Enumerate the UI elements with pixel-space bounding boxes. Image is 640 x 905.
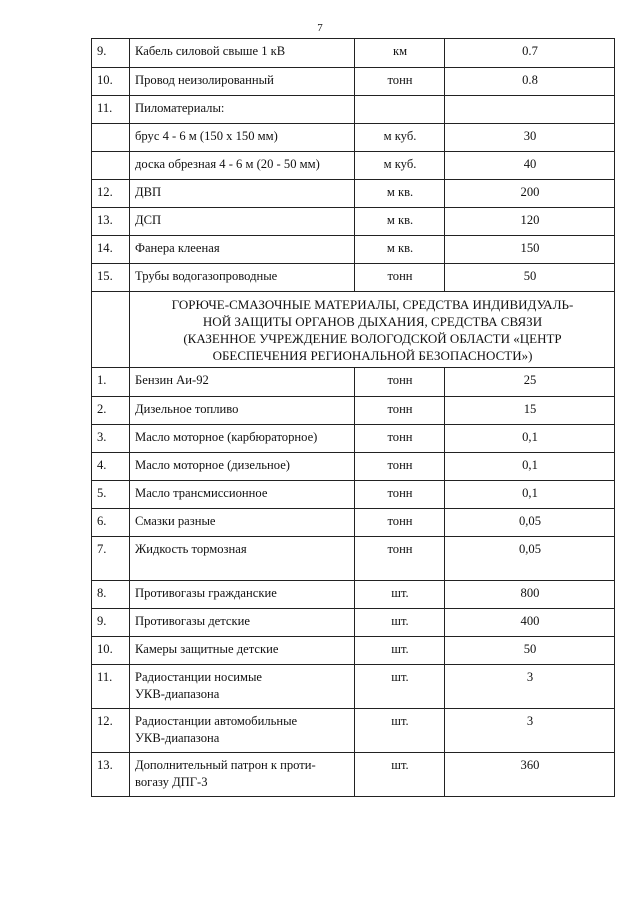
item-unit: м кв. <box>355 180 445 208</box>
item-quantity: 50 <box>445 264 615 292</box>
row-number: 11. <box>92 665 130 709</box>
row-number: 1. <box>92 368 130 397</box>
item-unit: шт. <box>355 753 445 797</box>
item-name: Смазки разные <box>130 509 355 537</box>
item-name: доска обрезная 4 - 6 м (20 - 50 мм) <box>130 152 355 180</box>
item-name: Трубы водогазопроводные <box>130 264 355 292</box>
row-number: 12. <box>92 709 130 753</box>
row-number: 15. <box>92 264 130 292</box>
item-quantity: 0.7 <box>445 39 615 68</box>
item-name: Пиломатериалы: <box>130 96 355 124</box>
table-row <box>92 665 615 709</box>
row-number: 14. <box>92 236 130 264</box>
item-unit: м куб. <box>355 124 445 152</box>
item-quantity: 0,05 <box>445 509 615 537</box>
item-name-line: УКВ-диапазона <box>135 687 220 701</box>
item-quantity: 150 <box>445 236 615 264</box>
item-name-line: УКВ-диапазона <box>135 731 220 745</box>
table-row <box>92 509 615 537</box>
item-name <box>130 665 355 709</box>
table-row <box>92 537 615 581</box>
row-number: 8. <box>92 581 130 609</box>
page-number: 7 <box>317 22 323 34</box>
item-quantity: 0,1 <box>445 481 615 509</box>
item-name <box>130 709 355 753</box>
table-row <box>92 753 615 797</box>
item-name-line: Радиостанции носимые <box>135 670 262 684</box>
item-name: Фанера клееная <box>130 236 355 264</box>
item-quantity: 0,05 <box>445 537 615 581</box>
table-row <box>92 637 615 665</box>
item-unit: шт. <box>355 609 445 637</box>
row-number: 9. <box>92 39 130 68</box>
row-number <box>92 124 130 152</box>
row-number: 12. <box>92 180 130 208</box>
item-name <box>130 753 355 797</box>
item-unit: шт. <box>355 665 445 709</box>
table-row <box>92 236 615 264</box>
item-quantity: 3 <box>445 665 615 709</box>
section-header-row <box>92 292 615 368</box>
item-unit: шт. <box>355 581 445 609</box>
row-number: 7. <box>92 537 130 581</box>
item-unit: м куб. <box>355 152 445 180</box>
item-name: Камеры защитные детские <box>130 637 355 665</box>
table-row <box>92 397 615 425</box>
item-quantity: 360 <box>445 753 615 797</box>
row-number: 13. <box>92 753 130 797</box>
section-heading-line: ГОРЮЧЕ-СМАЗОЧНЫЕ МАТЕРИАЛЫ, СРЕДСТВА ИНДИВИДУАЛЬ- <box>171 297 574 312</box>
item-unit: тонн <box>355 68 445 96</box>
item-name: Масло моторное (карбюраторное) <box>130 425 355 453</box>
table-row <box>92 39 615 68</box>
row-number: 3. <box>92 425 130 453</box>
table-row <box>92 96 615 124</box>
item-quantity: 50 <box>445 637 615 665</box>
item-name: Противогазы гражданские <box>130 581 355 609</box>
table-row <box>92 68 615 96</box>
item-unit: тонн <box>355 537 445 581</box>
item-quantity: 25 <box>445 368 615 397</box>
table-row <box>92 180 615 208</box>
row-number: 2. <box>92 397 130 425</box>
item-name: брус 4 - 6 м (150 х 150 мм) <box>130 124 355 152</box>
table-row <box>92 152 615 180</box>
row-number: 10. <box>92 68 130 96</box>
table-row <box>92 208 615 236</box>
item-unit: тонн <box>355 368 445 397</box>
item-name-line: Дополнительный патрон к проти- <box>135 758 316 772</box>
row-number: 4. <box>92 453 130 481</box>
item-quantity: 0,1 <box>445 425 615 453</box>
item-unit <box>355 96 445 124</box>
table-row <box>92 264 615 292</box>
item-unit: тонн <box>355 509 445 537</box>
item-quantity: 800 <box>445 581 615 609</box>
section-heading-line: НОЙ ЗАЩИТЫ ОРГАНОВ ДЫХАНИЯ, СРЕДСТВА СВЯЗИ <box>202 314 543 329</box>
table-row <box>92 124 615 152</box>
item-unit: тонн <box>355 481 445 509</box>
table-row <box>92 368 615 397</box>
item-unit: м кв. <box>355 236 445 264</box>
table-row <box>92 609 615 637</box>
item-unit: шт. <box>355 709 445 753</box>
item-name-line: вогазу ДПГ-3 <box>135 775 208 789</box>
row-number <box>92 152 130 180</box>
item-unit: тонн <box>355 425 445 453</box>
table-row <box>92 481 615 509</box>
item-quantity: 120 <box>445 208 615 236</box>
row-number: 5. <box>92 481 130 509</box>
row-number: 9. <box>92 609 130 637</box>
table-row <box>92 709 615 753</box>
table-row <box>92 581 615 609</box>
section-number-cell <box>92 292 130 368</box>
item-name: Жидкость тормозная <box>130 537 355 581</box>
table-row <box>92 453 615 481</box>
section-heading <box>130 292 615 368</box>
item-name: Провод неизолированный <box>130 68 355 96</box>
item-name: Противогазы детские <box>130 609 355 637</box>
item-quantity: 0.8 <box>445 68 615 96</box>
item-name: ДСП <box>130 208 355 236</box>
item-quantity: 400 <box>445 609 615 637</box>
table-row <box>92 425 615 453</box>
item-quantity: 200 <box>445 180 615 208</box>
item-unit: тонн <box>355 397 445 425</box>
section-heading-line: (КАЗЕННОЕ УЧРЕЖДЕНИЕ ВОЛОГОДСКОЙ ОБЛАСТИ «ЦЕНТР <box>183 331 562 346</box>
item-quantity: 0,1 <box>445 453 615 481</box>
row-number: 13. <box>92 208 130 236</box>
item-quantity: 3 <box>445 709 615 753</box>
section-heading-line: ОБЕСПЕЧЕНИЯ РЕГИОНАЛЬНОЙ БЕЗОПАСНОСТИ») <box>212 348 533 363</box>
item-name-line: Радиостанции автомобильные <box>135 714 298 728</box>
row-number: 6. <box>92 509 130 537</box>
item-unit: тонн <box>355 264 445 292</box>
item-unit: тонн <box>355 453 445 481</box>
inventory-table <box>91 38 615 797</box>
item-name: Масло моторное (дизельное) <box>130 453 355 481</box>
row-number: 11. <box>92 96 130 124</box>
item-name: Кабель силовой свыше 1 кВ <box>130 39 355 68</box>
item-name: ДВП <box>130 180 355 208</box>
item-name: Бензин Аи-92 <box>130 368 355 397</box>
item-name: Дизельное топливо <box>130 397 355 425</box>
item-unit: шт. <box>355 637 445 665</box>
row-number: 10. <box>92 637 130 665</box>
item-quantity <box>445 96 615 124</box>
item-name: Масло трансмиссионное <box>130 481 355 509</box>
item-quantity: 40 <box>445 152 615 180</box>
item-unit: м кв. <box>355 208 445 236</box>
item-unit: км <box>355 39 445 68</box>
item-quantity: 30 <box>445 124 615 152</box>
item-quantity: 15 <box>445 397 615 425</box>
